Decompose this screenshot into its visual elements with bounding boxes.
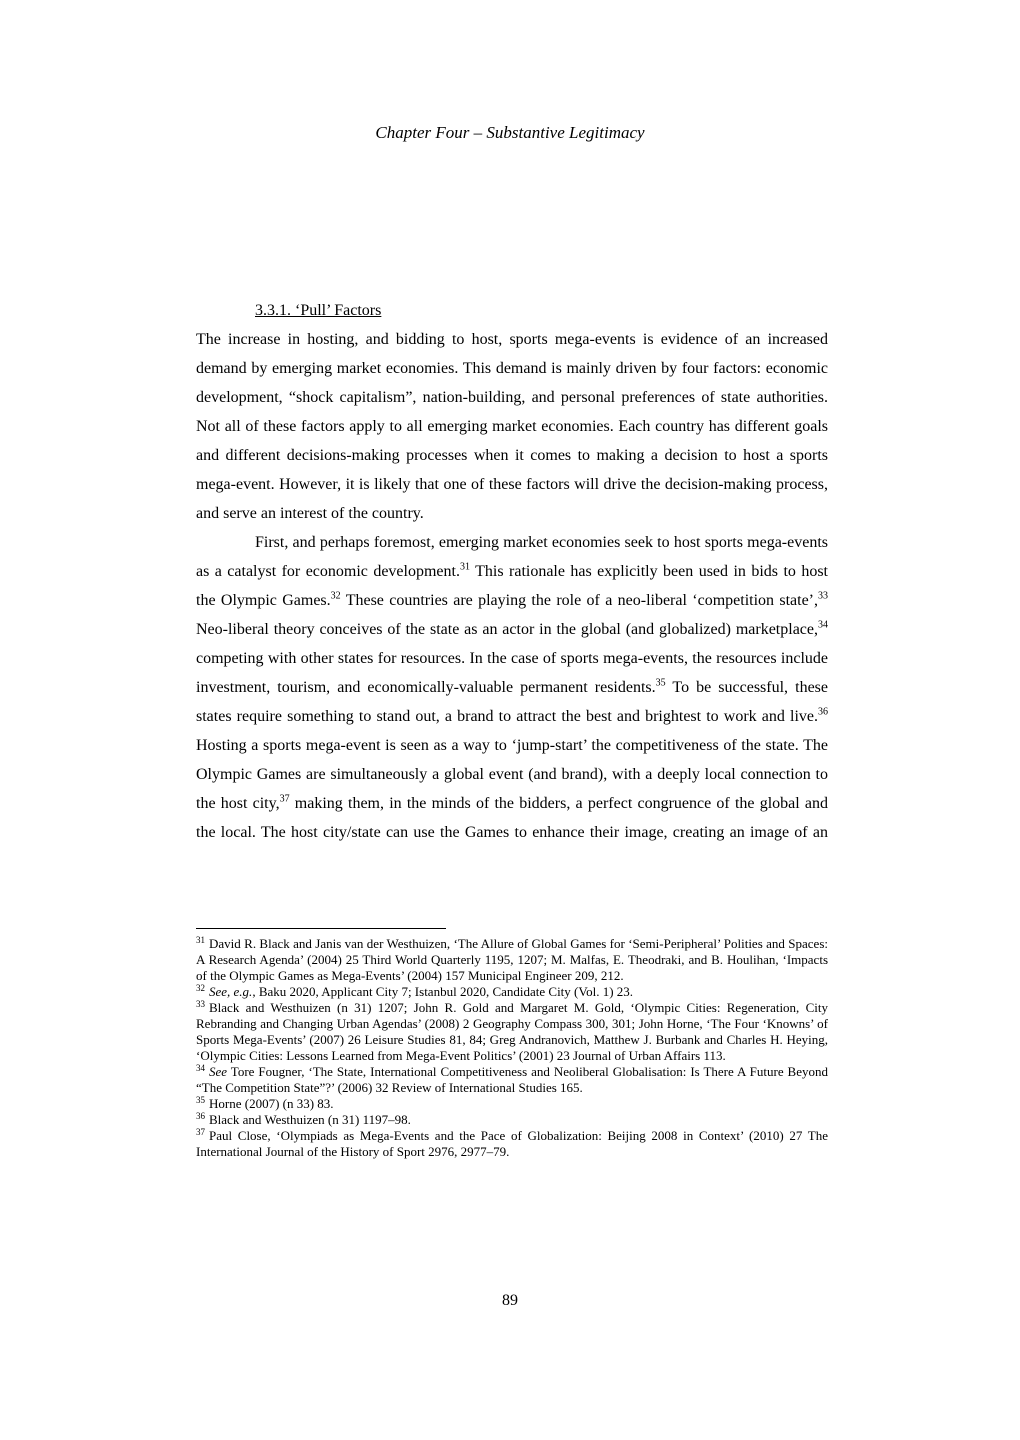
footnote-32 (196, 984, 828, 1000)
footnote-number: 32 (196, 982, 205, 993)
footnote-35 (196, 1096, 828, 1112)
footnote-text: See Tore Fougner, ‘The State, International Competitiveness and Neoliberal Globalisation: Is There A Future Beyond “The Competition State”?’ (2006) 32 Review of International Studies 165. (196, 1064, 828, 1095)
footnote-37 (196, 1128, 828, 1160)
body-paragraph-1: The increase in hosting, and bidding to host, sports mega-events is evidence of an increased demand by emerging market economies. This demand is mainly driven by four factors: economic development, “shock capitalism”, nation-building, and personal preferences of state authorities. Not all of these factors apply to all emerging market economies. Each country has different goals and different decisions-making processes when it comes to making a decision to host a sports mega-event. However, it is likely that one of these factors will drive the decision-making process, and serve an interest of the country. (196, 331, 828, 522)
footnote-number: 35 (196, 1094, 205, 1105)
footnote-34 (196, 1064, 828, 1096)
footnote-number: 37 (196, 1126, 205, 1137)
footnote-text: David R. Black and Janis van der Westhuizen, ‘The Allure of Global Games for ‘Semi-Peripheral’ Polities and Spaces: A Research Agenda’ (2004) 25 Third World Quarterly 1195, 1207; M. Malfas, E. Theodraki, and B. Houlihan, ‘Impacts of the Olympic Games as Mega-Events’ (2004) 157 Municipal Engineer 209, 212. (196, 936, 828, 983)
footnote-number: 34 (196, 1062, 205, 1073)
section-heading (196, 296, 828, 325)
footnote-number: 31 (196, 934, 205, 945)
footnote-text: Black and Westhuizen (n 31) 1207; John R. Gold and Margaret M. Gold, ‘Olympic Cities: Regeneration, City Rebranding and Changing Urban Agendas’ (2008) 2 Geography Compass 300, 301; John Horne, ‘The Four ‘Knowns’ of Sports Mega-Events’ (2007) 26 Leisure Studies 81, 84; Greg Andranovich, Matthew J. Burbank and Charles H. Heying, ‘Olympic Cities: Lessons Learned from Mega-Event Politics’ (2001) 23 Journal of Urban Affairs 113. (196, 1000, 828, 1063)
footnote-number: 36 (196, 1110, 205, 1121)
footnote-36 (196, 1112, 828, 1128)
footnote-text: See, e.g., Baku 2020, Applicant City 7; Istanbul 2020, Candidate City (Vol. 1) 23. (209, 984, 634, 999)
footnote-number: 33 (196, 998, 205, 1009)
footnote-31 (196, 936, 828, 984)
page-number: 89 (502, 1292, 518, 1309)
footnote-separator (196, 928, 446, 929)
footnote-text: Horne (2007) (n 33) 83. (209, 1096, 334, 1111)
body-paragraph-2: First, and perhaps foremost, emerging market economies seek to host sports mega-events as a catalyst for economic development.$^{31}$ This rationale has explicitly been used in bids to host the Olympic Games.$^{32}$ These countries are playing the role of a neo-liberal ‘competition state’,$^{33}$ Neo-liberal theory conceives of the state as an actor in the global (and globalized) marketplace,$^{34}$ competing with other states for resources. In the case of sports mega-events, the resources include investment, tourism, and economically-valuable permanent residents.$^{35}$ To be successful, these states require something to stand out, a brand to attract the best and brightest to work and live.$^{36}$ Hosting a sports mega-event is seen as a way to ‘jump-start’ the competitiveness of the state. The Olympic Games are simultaneously a global event (and brand), with a deeply local connection to the host city,$^{37}$ making them, in the minds of the bidders, a perfect congruence of the global and the local. The host city/state can use the Games to enhance their image, creating an image of an (196, 534, 829, 841)
footnotes-section (196, 928, 828, 1160)
page-body (196, 296, 828, 847)
footnote-33 (196, 1000, 828, 1064)
footnote-text: Black and Westhuizen (n 31) 1197–98. (209, 1112, 411, 1127)
section-heading-text: 3.3.1. ‘Pull’ Factors (255, 302, 382, 319)
footnote-text: Paul Close, ‘Olympiads as Mega-Events and the Pace of Globalization: Beijing 2008 in Context’ (2010) 27 The International Journal of the History of Sport 2976, 2977–79. (196, 1128, 828, 1159)
running-header: Chapter Four – Substantive Legitimacy (375, 123, 645, 142)
